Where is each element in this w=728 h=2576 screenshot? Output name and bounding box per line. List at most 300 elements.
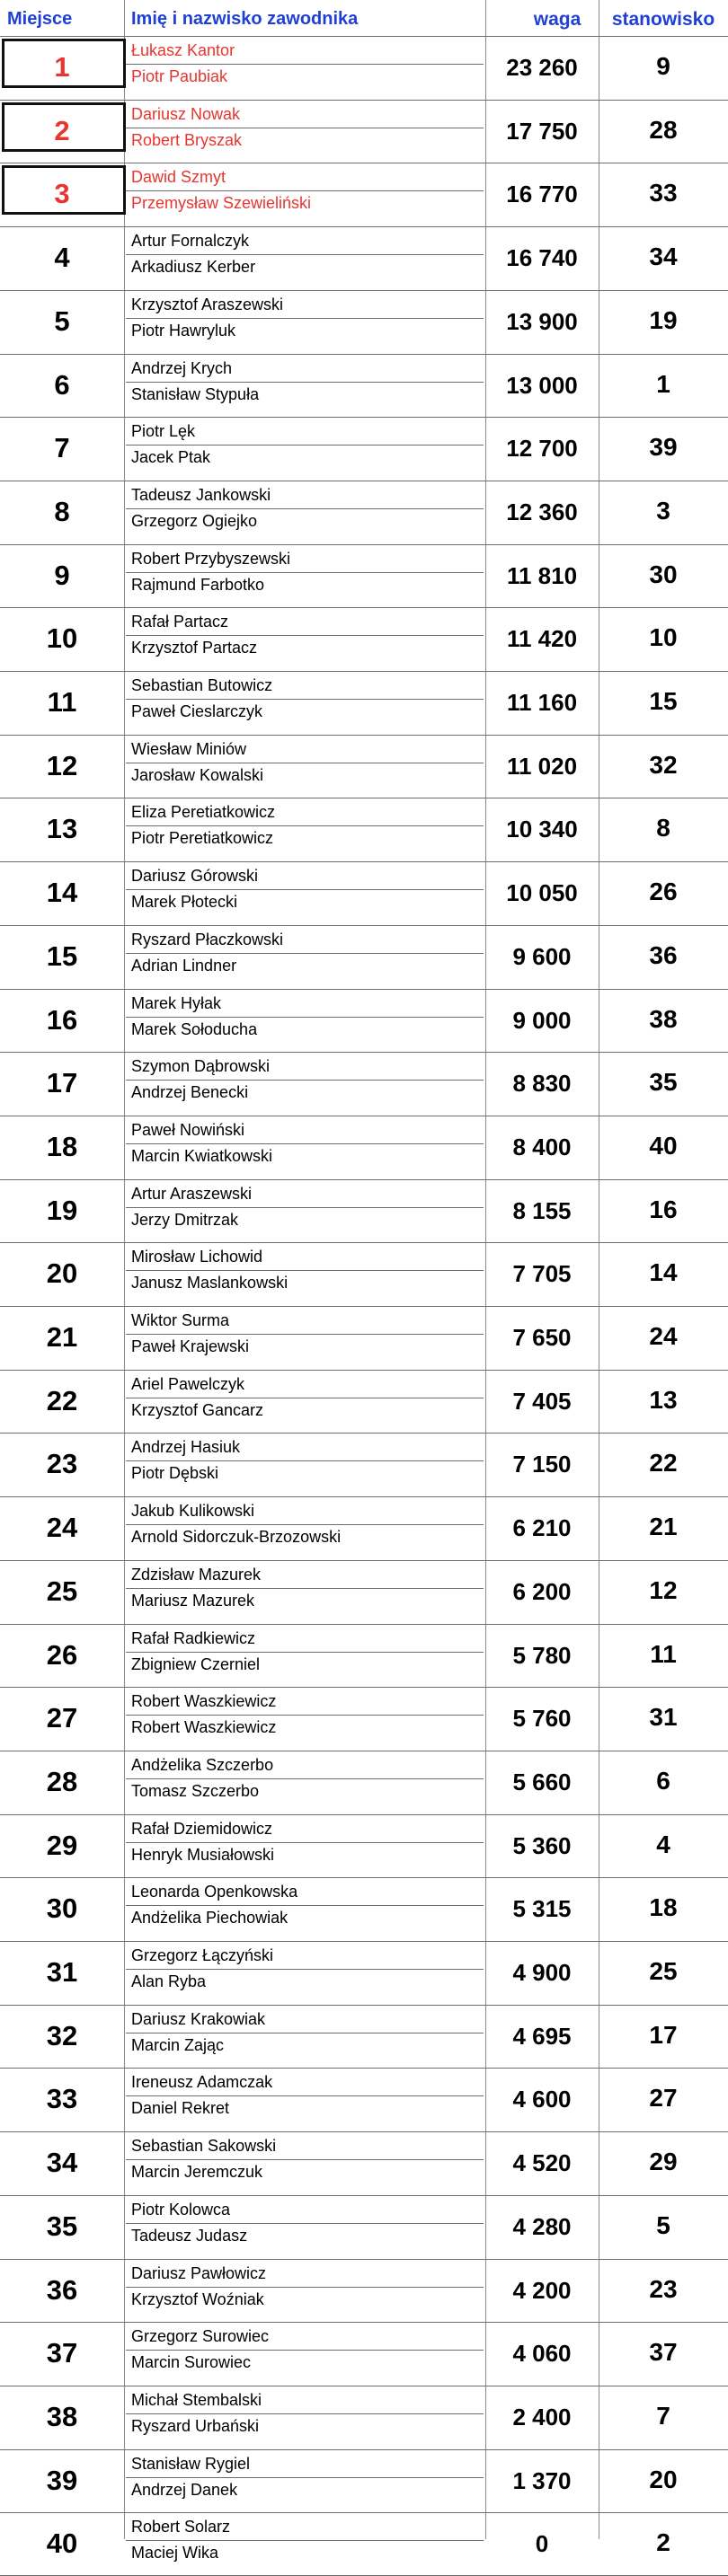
name-divider [126,1652,484,1653]
name-divider [126,1460,484,1461]
name-divider [126,1270,484,1271]
row-divider [0,1624,728,1625]
place-number: 25 [46,1575,78,1607]
row-divider [0,100,728,101]
competitor-name-2: Zbigniew Czerniel [131,1654,261,1673]
place-number: 38 [46,2400,78,2432]
competitor-name-2: Krzysztof Partacz [131,639,258,657]
competitor-name-2: Robert Waszkiewicz [131,1718,277,1737]
place-number: 8 [54,495,70,527]
name-divider [126,1524,484,1525]
competitor-name-2: Stanisław Stypuła [131,384,260,403]
competitor-name-2: Grzegorz Ogiejko [131,511,258,530]
catch-weight: 5 315 [512,1895,572,1923]
catch-weight: 8 830 [512,1070,572,1098]
place-number: 2 [54,114,70,146]
table-row [0,1687,728,1751]
peg-number: 27 [649,2084,678,2113]
table-row [0,226,728,290]
table-row [0,1116,728,1179]
name-divider [126,1143,484,1144]
row-divider [0,226,728,227]
peg-number: 10 [649,623,678,652]
catch-weight: 1 370 [512,2466,572,2494]
header-name: Imię i nazwisko zawodnika [131,9,359,29]
name-divider [126,2350,484,2351]
table-row [0,925,728,989]
competitor-name-1: Ariel Pawelczyk [131,1374,245,1393]
name-divider [126,1080,484,1081]
name-divider [126,445,484,446]
peg-number: 15 [649,687,678,715]
competitor-name-2: Andrzej Danek [131,2480,238,2499]
table-row [0,2068,728,2131]
name-divider [126,699,484,700]
place-number: 28 [46,1765,78,1797]
competitor-name-1: Rafał Partacz [131,613,229,631]
place-number: 22 [46,1384,78,1416]
catch-weight: 5 760 [512,1705,572,1733]
table-row [0,1624,728,1688]
table-row [0,100,728,163]
competitor-name-2: Marcin Kwiatkowski [131,1146,273,1165]
row-divider [0,2195,728,2196]
row-divider [0,2259,728,2260]
catch-weight: 16 770 [506,181,578,208]
table-row [0,290,728,354]
catch-weight: 11 420 [506,625,578,653]
name-divider [126,1017,484,1018]
name-divider [126,64,484,65]
competitor-name-2: Krzysztof Gancarz [131,1400,264,1419]
row-divider [0,1877,728,1878]
catch-weight: 6 210 [512,1514,572,1542]
competitor-name-1: Robert Waszkiewicz [131,1692,277,1711]
place-number: 20 [46,1257,78,1290]
competitor-name-1: Wiktor Surma [131,1311,230,1329]
competitor-name-1: Eliza Peretiatkowicz [131,803,276,822]
competitor-name-1: Grzegorz Łączyński [131,1946,274,1964]
place-number: 33 [46,2083,78,2115]
competitor-name-1: Stanisław Rygiel [131,2454,251,2473]
row-divider [0,1306,728,1307]
row-divider [0,290,728,291]
name-divider [126,1905,484,1906]
competitor-name-2: Piotr Dębski [131,1464,219,1483]
peg-number: 30 [649,560,678,588]
table-row [0,1941,728,2005]
table-row [0,2195,728,2259]
place-number: 29 [46,1829,78,1861]
competitor-name-1: Leonarda Openkowska [131,1883,298,1901]
row-divider [0,2131,728,2132]
competitor-name-1: Dariusz Nowak [131,104,241,123]
catch-weight: 7 650 [512,1324,572,1351]
peg-number: 22 [649,1449,678,1478]
catch-weight: 4 060 [512,2340,572,2368]
catch-weight: 4 900 [512,1959,572,1986]
competitor-name-1: Andrzej Krych [131,358,233,377]
name-divider [126,2287,484,2288]
catch-weight: 8 400 [512,1133,572,1160]
competitor-name-1: Michał Stembalski [131,2390,262,2409]
competitor-name-1: Paweł Nowiński [131,1120,245,1139]
place-number: 34 [46,2147,78,2179]
table-row [0,354,728,418]
competitor-name-2: Janusz Maslankowski [131,1274,289,1292]
place-number: 18 [46,1130,78,1162]
peg-number: 6 [656,1766,670,1795]
catch-weight: 9 000 [512,1006,572,1034]
competitor-name-2: Marcin Surowiec [131,2353,252,2372]
name-divider [126,1207,484,1208]
competitor-name-1: Szymon Dąbrowski [131,1057,271,1076]
peg-number: 4 [656,1830,670,1858]
competitor-name-1: Robert Solarz [131,2518,231,2536]
name-divider [126,254,484,255]
catch-weight: 10 050 [506,879,578,907]
competitor-name-1: Jakub Kulikowski [131,1502,255,1521]
competitor-name-2: Piotr Paubiak [131,67,228,85]
row-divider [0,1433,728,1434]
peg-number: 32 [649,750,678,779]
row-divider [0,354,728,355]
table-header [0,0,728,36]
place-number: 4 [54,242,70,274]
competitor-name-2: Marcin Zając [131,2035,225,2054]
peg-number: 18 [649,1893,678,1922]
peg-number: 14 [649,1258,678,1287]
row-divider [0,1052,728,1053]
row-divider [0,925,728,926]
table-row [0,417,728,481]
table-row [0,1560,728,1624]
competitor-name-2: Marcin Jeremczuk [131,2163,263,2182]
competitor-name-2: Marek Sołoducha [131,1019,258,1038]
table-row [0,2131,728,2195]
name-divider [126,2413,484,2414]
place-number: 16 [46,1003,78,1036]
competitor-name-1: Marek Hyłak [131,993,222,1012]
competitor-name-1: Krzysztof Araszewski [131,295,284,313]
peg-number: 19 [649,305,678,334]
place-number: 39 [46,2464,78,2496]
place-number: 30 [46,1892,78,1925]
catch-weight: 4 695 [512,2022,572,2050]
row-divider [0,1687,728,1688]
table-row [0,861,728,925]
competitor-name-2: Arkadiusz Kerber [131,258,256,277]
place-number: 7 [54,432,70,464]
catch-weight: 6 200 [512,1577,572,1605]
name-divider [126,889,484,890]
peg-number: 13 [649,1385,678,1414]
catch-weight: 13 900 [506,307,578,335]
competitor-name-2: Piotr Peretiatkowicz [131,829,274,848]
peg-number: 29 [649,2148,678,2176]
peg-number: 7 [656,2401,670,2430]
row-divider [0,671,728,672]
catch-weight: 12 360 [506,498,578,525]
peg-number: 2 [656,2528,670,2557]
catch-weight: 12 700 [506,435,578,463]
name-divider [126,2159,484,2160]
catch-weight: 7 405 [512,1387,572,1415]
name-divider [126,1778,484,1779]
competitor-name-1: Wiesław Miniów [131,739,247,758]
competitor-name-2: Rajmund Farbotko [131,575,265,594]
competitor-name-2: Krzysztof Woźniak [131,2289,264,2308]
table-row [0,481,728,544]
row-divider [0,1242,728,1243]
catch-weight: 23 260 [506,54,578,81]
place-number: 3 [54,178,70,210]
competitor-name-1: Dariusz Pawłowicz [131,2263,267,2282]
table-row [0,1052,728,1116]
peg-number: 12 [649,1575,678,1604]
peg-number: 34 [649,243,678,271]
table-row [0,1496,728,1560]
peg-number: 26 [649,878,678,906]
place-number: 35 [46,2210,78,2242]
competitor-name-1: Mirosław Lichowid [131,1248,263,1266]
competitor-name-2: Maciej Wika [131,2544,219,2563]
name-divider [126,190,484,191]
name-divider [126,382,484,383]
competitor-name-2: Paweł Krajewski [131,1337,250,1355]
peg-number: 11 [650,1639,677,1668]
header-peg: stanowisko [611,9,715,30]
competitor-name-1: Sebastian Sakowski [131,2137,277,2156]
peg-number: 23 [649,2274,678,2303]
table-row [0,2322,728,2386]
peg-number: 9 [656,52,670,80]
competitor-name-2: Andrzej Benecki [131,1083,249,1102]
place-number: 31 [46,1956,78,1988]
catch-weight: 10 340 [506,816,578,843]
peg-number: 36 [649,940,678,969]
competitor-name-1: Dawid Szmyt [131,168,226,187]
competitor-name-1: Andżelika Szczerbo [131,1755,274,1774]
table-row [0,544,728,608]
name-divider [126,318,484,319]
place-number: 5 [54,304,70,337]
competitor-name-1: Artur Fornalczyk [131,232,250,251]
competitor-name-2: Arnold Sidorczuk-Brzozowski [131,1528,342,1547]
row-divider [0,1814,728,1815]
competitor-name-1: Zdzisław Mazurek [131,1565,262,1584]
peg-number: 3 [656,496,670,525]
competitor-name-1: Piotr Lęk [131,422,196,441]
catch-weight: 17 750 [506,117,578,145]
competitor-name-2: Tadeusz Judasz [131,2226,248,2245]
table-row [0,2259,728,2323]
place-number: 37 [46,2337,78,2369]
peg-number: 21 [649,1513,678,1541]
place-number: 12 [46,749,78,781]
catch-weight: 8 155 [512,1196,572,1224]
competitor-name-2: Henryk Musiałowski [131,1845,275,1864]
competitor-name-2: Jacek Ptak [131,448,211,467]
catch-weight: 11 810 [506,561,578,589]
table-row [0,1751,728,1814]
name-divider [126,953,484,954]
table-row [0,1306,728,1370]
catch-weight: 5 660 [512,1768,572,1795]
competitor-name-1: Robert Przybyszewski [131,549,291,568]
name-divider [126,2540,484,2541]
name-divider [126,2223,484,2224]
place-number: 15 [46,940,78,972]
catch-weight: 9 600 [512,942,572,970]
competitor-name-1: Grzegorz Surowiec [131,2327,270,2346]
table-row [0,735,728,798]
competitor-name-2: Marek Płotecki [131,893,238,912]
table-row [0,2386,728,2449]
table-row [0,2512,728,2576]
competitor-name-1: Tadeusz Jankowski [131,485,271,504]
competitor-name-2: Jerzy Dmitrzak [131,1210,239,1229]
competitor-name-1: Artur Araszewski [131,1184,253,1203]
peg-number: 20 [649,2465,678,2493]
peg-number: 28 [649,115,678,144]
catch-weight: 11 020 [506,752,578,780]
place-number: 14 [46,877,78,909]
competitor-name-2: Daniel Rekret [131,2099,230,2118]
competitor-name-1: Dariusz Krakowiak [131,2009,266,2028]
row-divider [0,861,728,862]
table-row [0,36,728,100]
peg-number: 31 [649,1703,678,1732]
competitor-name-2: Piotr Hawryluk [131,321,236,340]
row-divider [0,544,728,545]
catch-weight: 4 600 [512,2086,572,2113]
table-row [0,2005,728,2069]
catch-weight: 2 400 [512,2403,572,2430]
row-divider [0,735,728,736]
catch-weight: 16 740 [506,244,578,272]
table-row [0,989,728,1053]
catch-weight: 7 150 [512,1451,572,1478]
row-divider [0,2322,728,2323]
row-divider [0,1370,728,1371]
peg-number: 8 [656,814,670,842]
row-divider [0,2449,728,2450]
peg-number: 35 [649,1068,678,1097]
row-divider [0,1496,728,1497]
table-row [0,671,728,735]
table-row [0,1179,728,1243]
name-divider [126,1969,484,1970]
name-divider [126,1334,484,1335]
competitor-name-1: Sebastian Butowicz [131,676,273,694]
name-divider [126,1842,484,1843]
competitor-name-2: Robert Bryszak [131,130,243,149]
place-number: 36 [46,2273,78,2306]
catch-weight: 0 [535,2530,549,2558]
competitor-name-2: Paweł Cieslarczyk [131,702,263,720]
table-row [0,2449,728,2513]
table-row [0,1370,728,1434]
competitor-name-1: Rafał Dziemidowicz [131,1819,273,1838]
catch-weight: 4 280 [512,2212,572,2240]
competitor-name-2: Andżelika Piechowiak [131,1909,289,1928]
competitor-name-2: Adrian Lindner [131,956,237,975]
table-row [0,1814,728,1878]
place-number: 21 [46,1321,78,1353]
peg-number: 16 [649,1195,678,1223]
place-number: 6 [54,368,70,401]
catch-weight: 13 000 [506,371,578,399]
table-row [0,798,728,861]
table-row [0,1433,728,1496]
peg-number: 5 [656,2210,670,2239]
header-place: Miejsce [7,9,73,29]
competitor-name-2: Jarosław Kowalski [131,765,264,784]
peg-number: 17 [649,2020,678,2049]
table-row [0,1242,728,1306]
competitor-name-2: Tomasz Szczerbo [131,1781,260,1800]
catch-weight: 4 200 [512,2276,572,2304]
place-number: 9 [54,559,70,591]
place-number: 19 [46,1194,78,1226]
row-divider [0,2512,728,2513]
place-number: 40 [46,2527,78,2560]
place-number: 26 [46,1638,78,1671]
table-row [0,163,728,226]
peg-number: 33 [649,179,678,207]
competitor-name-2: Alan Ryba [131,1972,207,1990]
name-divider [126,572,484,573]
place-number: 13 [46,813,78,845]
row-divider [0,36,728,37]
competitor-name-1: Piotr Kolowca [131,2200,231,2219]
competitor-name-1: Dariusz Górowski [131,867,259,886]
competitor-name-2: Mariusz Mazurek [131,1591,255,1610]
table-row [0,607,728,671]
peg-number: 38 [649,1004,678,1033]
competitor-name-2: Przemysław Szewieliński [131,194,312,213]
place-number: 1 [54,51,70,83]
row-divider [0,989,728,990]
competitor-name-1: Ireneusz Adamczak [131,2073,273,2092]
place-number: 10 [46,622,78,655]
name-divider [126,1715,484,1716]
place-number: 11 [47,686,77,718]
place-number: 17 [46,1067,78,1099]
name-divider [126,1588,484,1589]
peg-number: 24 [649,1322,678,1350]
name-divider [126,2477,484,2478]
catch-weight: 5 360 [512,1831,572,1859]
name-divider [126,825,484,826]
row-divider [0,607,728,608]
place-number: 23 [46,1448,78,1480]
row-divider [0,2068,728,2069]
place-number: 24 [46,1512,78,1544]
peg-number: 1 [656,369,670,398]
competitor-name-1: Łukasz Kantor [131,41,235,59]
name-divider [126,2095,484,2096]
catch-weight: 11 160 [506,689,578,716]
peg-number: 25 [649,1957,678,1985]
row-divider [0,2005,728,2006]
competitor-name-1: Andrzej Hasiuk [131,1438,241,1457]
peg-number: 40 [649,1131,678,1160]
catch-weight: 4 520 [512,2149,572,2177]
name-divider [126,635,484,636]
catch-weight: 7 705 [512,1260,572,1288]
